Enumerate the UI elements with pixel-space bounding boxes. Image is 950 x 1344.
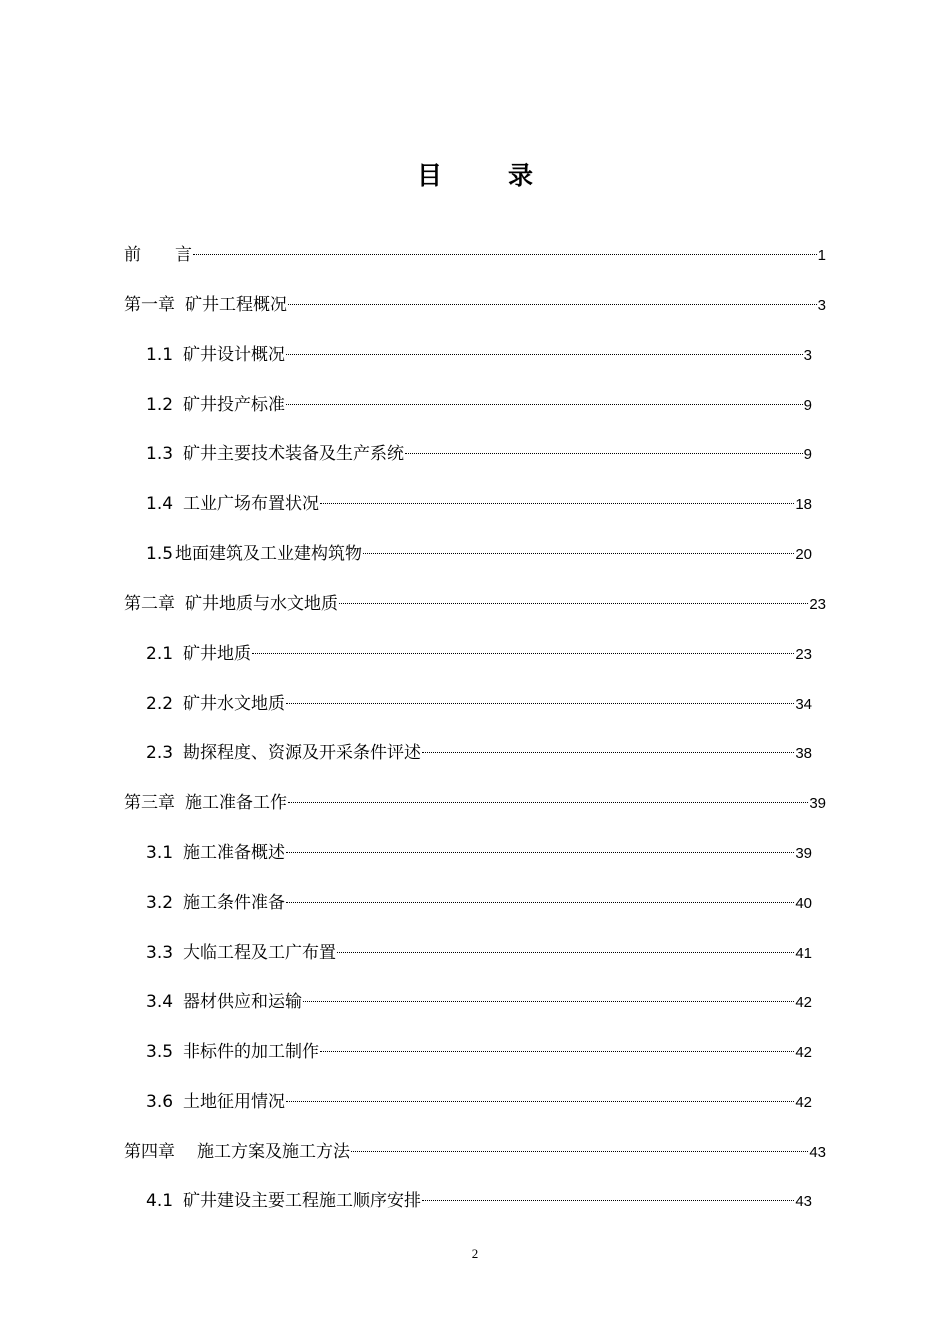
toc-page-number: 43 <box>809 1144 826 1161</box>
toc-entry-preface[interactable] <box>124 236 826 265</box>
dot-leader <box>252 635 794 659</box>
title-char-2: 录 <box>508 161 534 190</box>
dot-leader <box>303 983 794 1007</box>
toc-page-number: 23 <box>795 646 812 663</box>
toc-entry-number: 3.2 <box>146 893 174 913</box>
title-char-1: 目 <box>416 161 442 190</box>
toc-page-number: 9 <box>803 446 812 463</box>
toc-page-number: 42 <box>795 1044 812 1061</box>
footer-page-number: 2 <box>471 1246 479 1261</box>
toc-entry-chapter-2[interactable] <box>124 585 826 614</box>
dot-leader <box>286 884 794 908</box>
toc-entry-title: 大临工程及工广布置 <box>183 943 337 963</box>
toc-entry-number: 4.1 <box>146 1191 174 1211</box>
toc-entry-section-1-2[interactable] <box>146 386 812 415</box>
toc-page-number: 18 <box>795 496 812 513</box>
toc-entry-label <box>146 692 285 716</box>
toc-entry-section-1-3[interactable] <box>146 435 812 464</box>
dot-leader <box>363 535 794 559</box>
dot-leader <box>286 1083 794 1107</box>
dot-leader <box>351 1133 808 1157</box>
toc-page-number: 23 <box>809 596 826 613</box>
toc-entry-section-1-4[interactable] <box>146 485 812 514</box>
toc-entry-label <box>146 642 251 666</box>
dot-leader <box>339 585 808 609</box>
toc-entry-title: 矿井水文地质 <box>183 694 286 714</box>
toc-entry-label <box>124 791 287 815</box>
toc-entry-label <box>146 442 404 466</box>
toc-entry-label <box>124 243 192 267</box>
toc-entry-title: 施工方案及施工方法 <box>197 1142 350 1162</box>
dot-leader <box>337 934 794 958</box>
toc-entry-section-2-2[interactable] <box>146 685 812 714</box>
toc-entry-label <box>124 293 287 317</box>
toc-entry-title: 工业广场布置状况 <box>183 494 320 514</box>
dot-leader <box>405 435 803 459</box>
toc-entry-label <box>146 990 302 1014</box>
toc-page-number: 39 <box>795 845 812 862</box>
toc-entry-section-1-5[interactable] <box>146 535 812 564</box>
toc-entry-section-3-4[interactable] <box>146 983 812 1012</box>
toc-page-number: 34 <box>795 696 812 713</box>
dot-leader <box>422 1182 794 1206</box>
toc-entry-number: 3.4 <box>146 992 174 1012</box>
toc-entry-number: 1.1 <box>146 345 174 365</box>
toc-entry-section-3-3[interactable] <box>146 934 812 963</box>
toc-entry-title: 勘探程度、资源及开采条件评述 <box>183 743 422 763</box>
toc-entry-title: 矿井投产标准 <box>183 395 286 415</box>
dot-leader <box>286 834 794 858</box>
toc-entry-number: 1.4 <box>146 494 174 514</box>
dot-leader <box>286 386 803 410</box>
toc-entry-title: 土地征用情况 <box>183 1092 286 1112</box>
toc-entry-section-3-6[interactable] <box>146 1083 812 1112</box>
toc-entry-title: 矿井工程概况 <box>185 295 287 315</box>
toc-page-number: 9 <box>803 397 812 414</box>
toc-entry-number: 1.3 <box>146 444 174 464</box>
toc-entry-title: 言 <box>175 245 192 265</box>
toc-entry-label <box>146 343 285 367</box>
toc-entry-number: 2.1 <box>146 644 174 664</box>
toc-entry-section-2-1[interactable] <box>146 635 812 664</box>
dot-leader <box>422 734 794 758</box>
toc-entry-number: 第二章 <box>124 594 175 614</box>
toc-entry-section-3-2[interactable] <box>146 884 812 913</box>
toc-entry-title: 器材供应和运输 <box>183 992 303 1012</box>
toc-entry-number: 1.2 <box>146 395 174 415</box>
toc-entry-title: 地面建筑及工业建构筑物 <box>175 544 363 564</box>
toc-entry-chapter-4[interactable] <box>124 1133 826 1162</box>
toc-entry-title: 施工准备工作 <box>185 793 287 813</box>
toc-entry-section-3-5[interactable] <box>146 1033 812 1062</box>
toc-entry-title: 非标件的加工制作 <box>183 1042 320 1062</box>
toc-entry-title: 施工准备概述 <box>183 843 286 863</box>
toc-entry-label <box>146 1090 285 1114</box>
toc-entry-label <box>146 891 285 915</box>
toc-entry-title: 施工条件准备 <box>183 893 286 913</box>
toc-entry-label <box>146 542 362 566</box>
toc-entry-label <box>146 741 421 765</box>
toc-entry-label <box>146 1189 421 1213</box>
toc-entry-number: 第四章 <box>124 1142 175 1162</box>
toc-page-number: 38 <box>795 745 812 762</box>
dot-leader <box>193 236 817 260</box>
toc-entry-number: 第一章 <box>124 295 175 315</box>
toc-entry-section-4-1[interactable] <box>146 1182 812 1211</box>
toc-entry-number: 3.6 <box>146 1092 174 1112</box>
toc-page-number: 42 <box>795 1094 812 1111</box>
toc-entry-number: 2.2 <box>146 694 174 714</box>
toc-page-number: 3 <box>803 347 812 364</box>
toc-entry-number: 前 <box>124 245 141 265</box>
toc-entry-chapter-3[interactable] <box>124 784 826 813</box>
toc-entry-label <box>124 1140 350 1164</box>
toc-page-number: 1 <box>817 247 826 264</box>
dot-leader <box>288 286 817 310</box>
toc-entry-label <box>146 492 319 516</box>
toc-entry-section-1-1[interactable] <box>146 336 812 365</box>
dot-leader <box>288 784 808 808</box>
toc-page-number: 42 <box>795 994 812 1011</box>
toc-page-number: 3 <box>817 297 826 314</box>
toc-entry-section-2-3[interactable] <box>146 734 812 763</box>
toc-entry-title: 矿井地质 <box>183 644 252 664</box>
toc-page-number: 41 <box>795 945 812 962</box>
toc-entry-title: 矿井主要技术装备及生产系统 <box>183 444 405 464</box>
toc-entry-title: 矿井设计概况 <box>183 345 286 365</box>
toc-entry-label <box>146 941 336 965</box>
toc-page-number: 40 <box>795 895 812 912</box>
toc-entry-number: 3.5 <box>146 1042 174 1062</box>
toc-entry-number: 3.3 <box>146 943 174 963</box>
toc-entry-label <box>146 841 285 865</box>
toc-entry-chapter-1[interactable] <box>124 286 826 315</box>
toc-entry-number: 2.3 <box>146 743 174 763</box>
toc-entry-title: 矿井地质与水文地质 <box>185 594 338 614</box>
toc-entry-number: 第三章 <box>124 793 175 813</box>
toc-page-number: 20 <box>795 546 812 563</box>
toc-entry-title: 矿井建设主要工程施工顺序安排 <box>183 1191 422 1211</box>
toc-page-number: 43 <box>795 1193 812 1210</box>
toc-entry-label <box>146 1040 319 1064</box>
toc-entry-number: 1.5 <box>146 544 174 564</box>
toc-entry-label <box>124 592 338 616</box>
toc-entry-number: 3.1 <box>146 843 174 863</box>
toc-entry-label <box>146 393 285 417</box>
dot-leader <box>320 485 794 509</box>
dot-leader <box>320 1033 794 1057</box>
toc-entry-section-3-1[interactable] <box>146 834 812 863</box>
dot-leader <box>286 336 803 360</box>
dot-leader <box>286 685 794 709</box>
toc-page-number: 39 <box>809 795 826 812</box>
